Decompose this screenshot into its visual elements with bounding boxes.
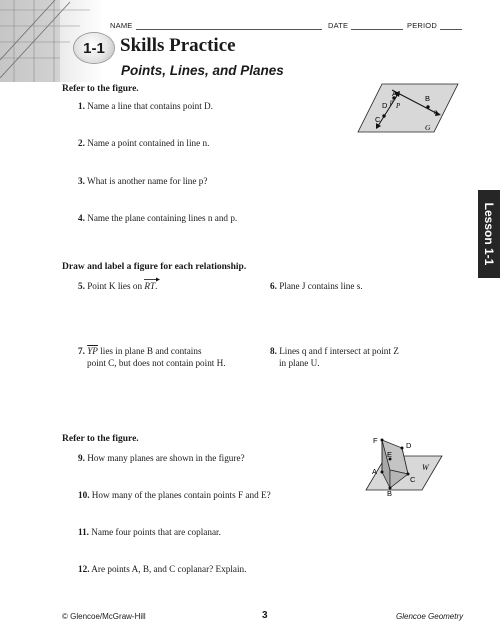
label-P: P: [396, 102, 401, 110]
question-3: 3. What is another name for line p?: [78, 176, 208, 186]
footer-copyright: © Glencoe/McGraw-Hill: [62, 612, 146, 621]
question-5: 5. Point K lies on RT .: [78, 280, 157, 292]
label-A: A: [392, 89, 398, 98]
page-subtitle: Points, Lines, and Planes: [121, 63, 284, 78]
date-label: DATE: [328, 21, 349, 30]
figure-plane-w: [360, 432, 450, 498]
label-W: W: [422, 463, 429, 472]
page-title: Skills Practice: [120, 35, 236, 56]
question-4: 4. Name the plane containing lines n and p.: [78, 213, 238, 223]
label-C2: C: [410, 475, 416, 484]
section2-instruction: Draw and label a figure for each relationship.: [62, 262, 247, 272]
question-6: 6. Plane J contains line s.: [270, 281, 363, 291]
date-blank[interactable]: [351, 29, 403, 30]
question-11: 11. Name four points that are coplanar.: [78, 527, 221, 537]
label-C: C: [375, 115, 381, 124]
figure-plane-g: [352, 80, 460, 138]
question-2: 2. Name a point contained in line n.: [78, 138, 210, 148]
lesson-side-tab: [478, 190, 500, 278]
label-F: F: [373, 436, 378, 445]
question-10: 10. How many of the planes contain points F and E?: [78, 490, 271, 500]
lesson-side-tab-label: Lesson 1-1: [482, 202, 496, 266]
section3-instruction: Refer to the figure.: [62, 434, 139, 444]
page-number: 3: [262, 610, 268, 621]
period-label: PERIOD: [407, 21, 437, 30]
label-n: n: [434, 108, 438, 116]
label-A2: A: [372, 467, 378, 476]
question-1: 1. Name a line that contains point D.: [78, 101, 213, 111]
label-D: D: [382, 101, 388, 110]
footer-book-title: Glencoe Geometry: [396, 612, 464, 621]
label-B2: B: [387, 489, 393, 498]
label-D2: D: [406, 441, 412, 450]
question-7: 7. $\overline{YP}$ lies in plane B and contains point C, but does not contain point H.: [78, 346, 226, 368]
question-12: 12. Are points A, B, and C coplanar? Explain.: [78, 564, 247, 574]
label-B: B: [425, 94, 431, 103]
question-8: 8. Lines q and f intersect at point Z in plane U.: [270, 346, 399, 368]
lesson-badge: 1-1: [74, 33, 114, 63]
period-blank[interactable]: [440, 29, 462, 30]
section1-instruction: Refer to the figure.: [62, 84, 139, 94]
label-E: E: [387, 450, 393, 459]
name-blank[interactable]: [136, 29, 322, 30]
name-label: NAME: [110, 21, 133, 30]
label-p: p: [390, 98, 394, 106]
question-9: 9. How many planes are shown in the figure?: [78, 453, 245, 463]
label-G: G: [425, 123, 431, 132]
